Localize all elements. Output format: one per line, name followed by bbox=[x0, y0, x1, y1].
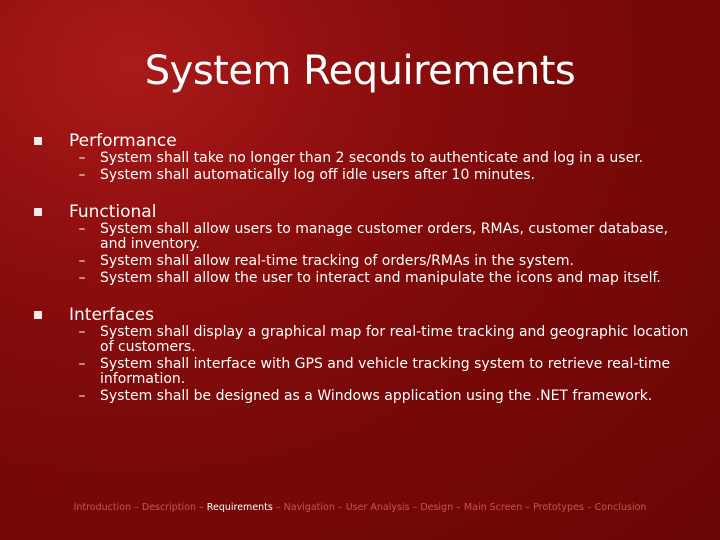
square-bullet-icon bbox=[34, 208, 42, 216]
footer-link-design[interactable]: Design bbox=[420, 502, 454, 513]
list-item-text: System shall allow real-time tracking of orders/RMAs in the system. bbox=[100, 253, 574, 269]
list-item-text: System shall allow the user to interact and manipulate the icons and map itself. bbox=[100, 270, 661, 286]
dash-icon: – bbox=[78, 356, 86, 372]
list-item bbox=[34, 222, 694, 252]
list-item bbox=[34, 168, 694, 183]
section-functional bbox=[34, 201, 694, 286]
list-item-text: System shall automatically log off idle users after 10 minutes. bbox=[100, 167, 535, 183]
square-bullet-icon bbox=[34, 311, 42, 319]
list-item bbox=[34, 254, 694, 269]
footer-link-prototypes[interactable]: Prototypes bbox=[533, 502, 584, 513]
footer-link-conclusion[interactable]: Conclusion bbox=[594, 502, 647, 513]
list-item-text: System shall interface with GPS and vehicle tracking system to retrieve real-time information. bbox=[100, 356, 671, 387]
footer-link-introduction[interactable]: Introduction bbox=[73, 502, 132, 513]
sub-list bbox=[34, 222, 694, 286]
list-item-text: System shall be designed as a Windows application using the .NET framework. bbox=[100, 388, 653, 404]
list-item-text: System shall take no longer than 2 seconds to authenticate and log in a user. bbox=[100, 150, 644, 166]
footer-link-user-analysis[interactable]: User Analysis bbox=[345, 502, 410, 513]
section-heading: Functional bbox=[69, 202, 157, 222]
dash-icon: – bbox=[78, 253, 86, 269]
list-item bbox=[34, 357, 694, 387]
footer-separator: – bbox=[453, 502, 464, 513]
dash-icon: – bbox=[78, 221, 86, 237]
footer-separator: – bbox=[196, 502, 207, 513]
footer-link-requirements[interactable]: Requirements bbox=[206, 502, 273, 513]
sub-list bbox=[34, 325, 694, 404]
footer-link-description[interactable]: Description bbox=[141, 502, 196, 513]
footer-separator: – bbox=[409, 502, 421, 513]
footer-link-main-screen[interactable]: Main Screen bbox=[463, 502, 523, 513]
dash-icon: – bbox=[78, 270, 86, 286]
footer-nav bbox=[0, 502, 720, 513]
square-bullet-icon bbox=[34, 137, 42, 145]
footer-separator: – bbox=[131, 502, 142, 513]
list-item-text: System shall allow users to manage customer orders, RMAs, customer database, and inventory. bbox=[100, 221, 669, 252]
list-item bbox=[34, 151, 694, 166]
section-heading: Interfaces bbox=[69, 305, 154, 325]
dash-icon: – bbox=[78, 167, 86, 183]
footer-separator: – bbox=[272, 502, 284, 513]
dash-icon: – bbox=[78, 324, 86, 340]
footer-separator: – bbox=[522, 502, 534, 513]
footer-link-navigation[interactable]: Navigation bbox=[283, 502, 335, 513]
footer-separator: – bbox=[334, 502, 346, 513]
slide-content bbox=[34, 130, 694, 406]
section-interfaces bbox=[34, 304, 694, 404]
dash-icon: – bbox=[78, 388, 86, 404]
list-item-text: System shall display a graphical map for real-time tracking and geographic location of customers. bbox=[100, 324, 689, 355]
section-performance bbox=[34, 130, 694, 183]
dash-icon: – bbox=[78, 150, 86, 166]
list-item bbox=[34, 389, 694, 404]
section-heading: Performance bbox=[69, 131, 177, 151]
footer-separator: – bbox=[583, 502, 595, 513]
list-item bbox=[34, 271, 694, 286]
sub-list bbox=[34, 151, 694, 183]
list-item bbox=[34, 325, 694, 355]
slide-title: System Requirements bbox=[144, 48, 576, 94]
